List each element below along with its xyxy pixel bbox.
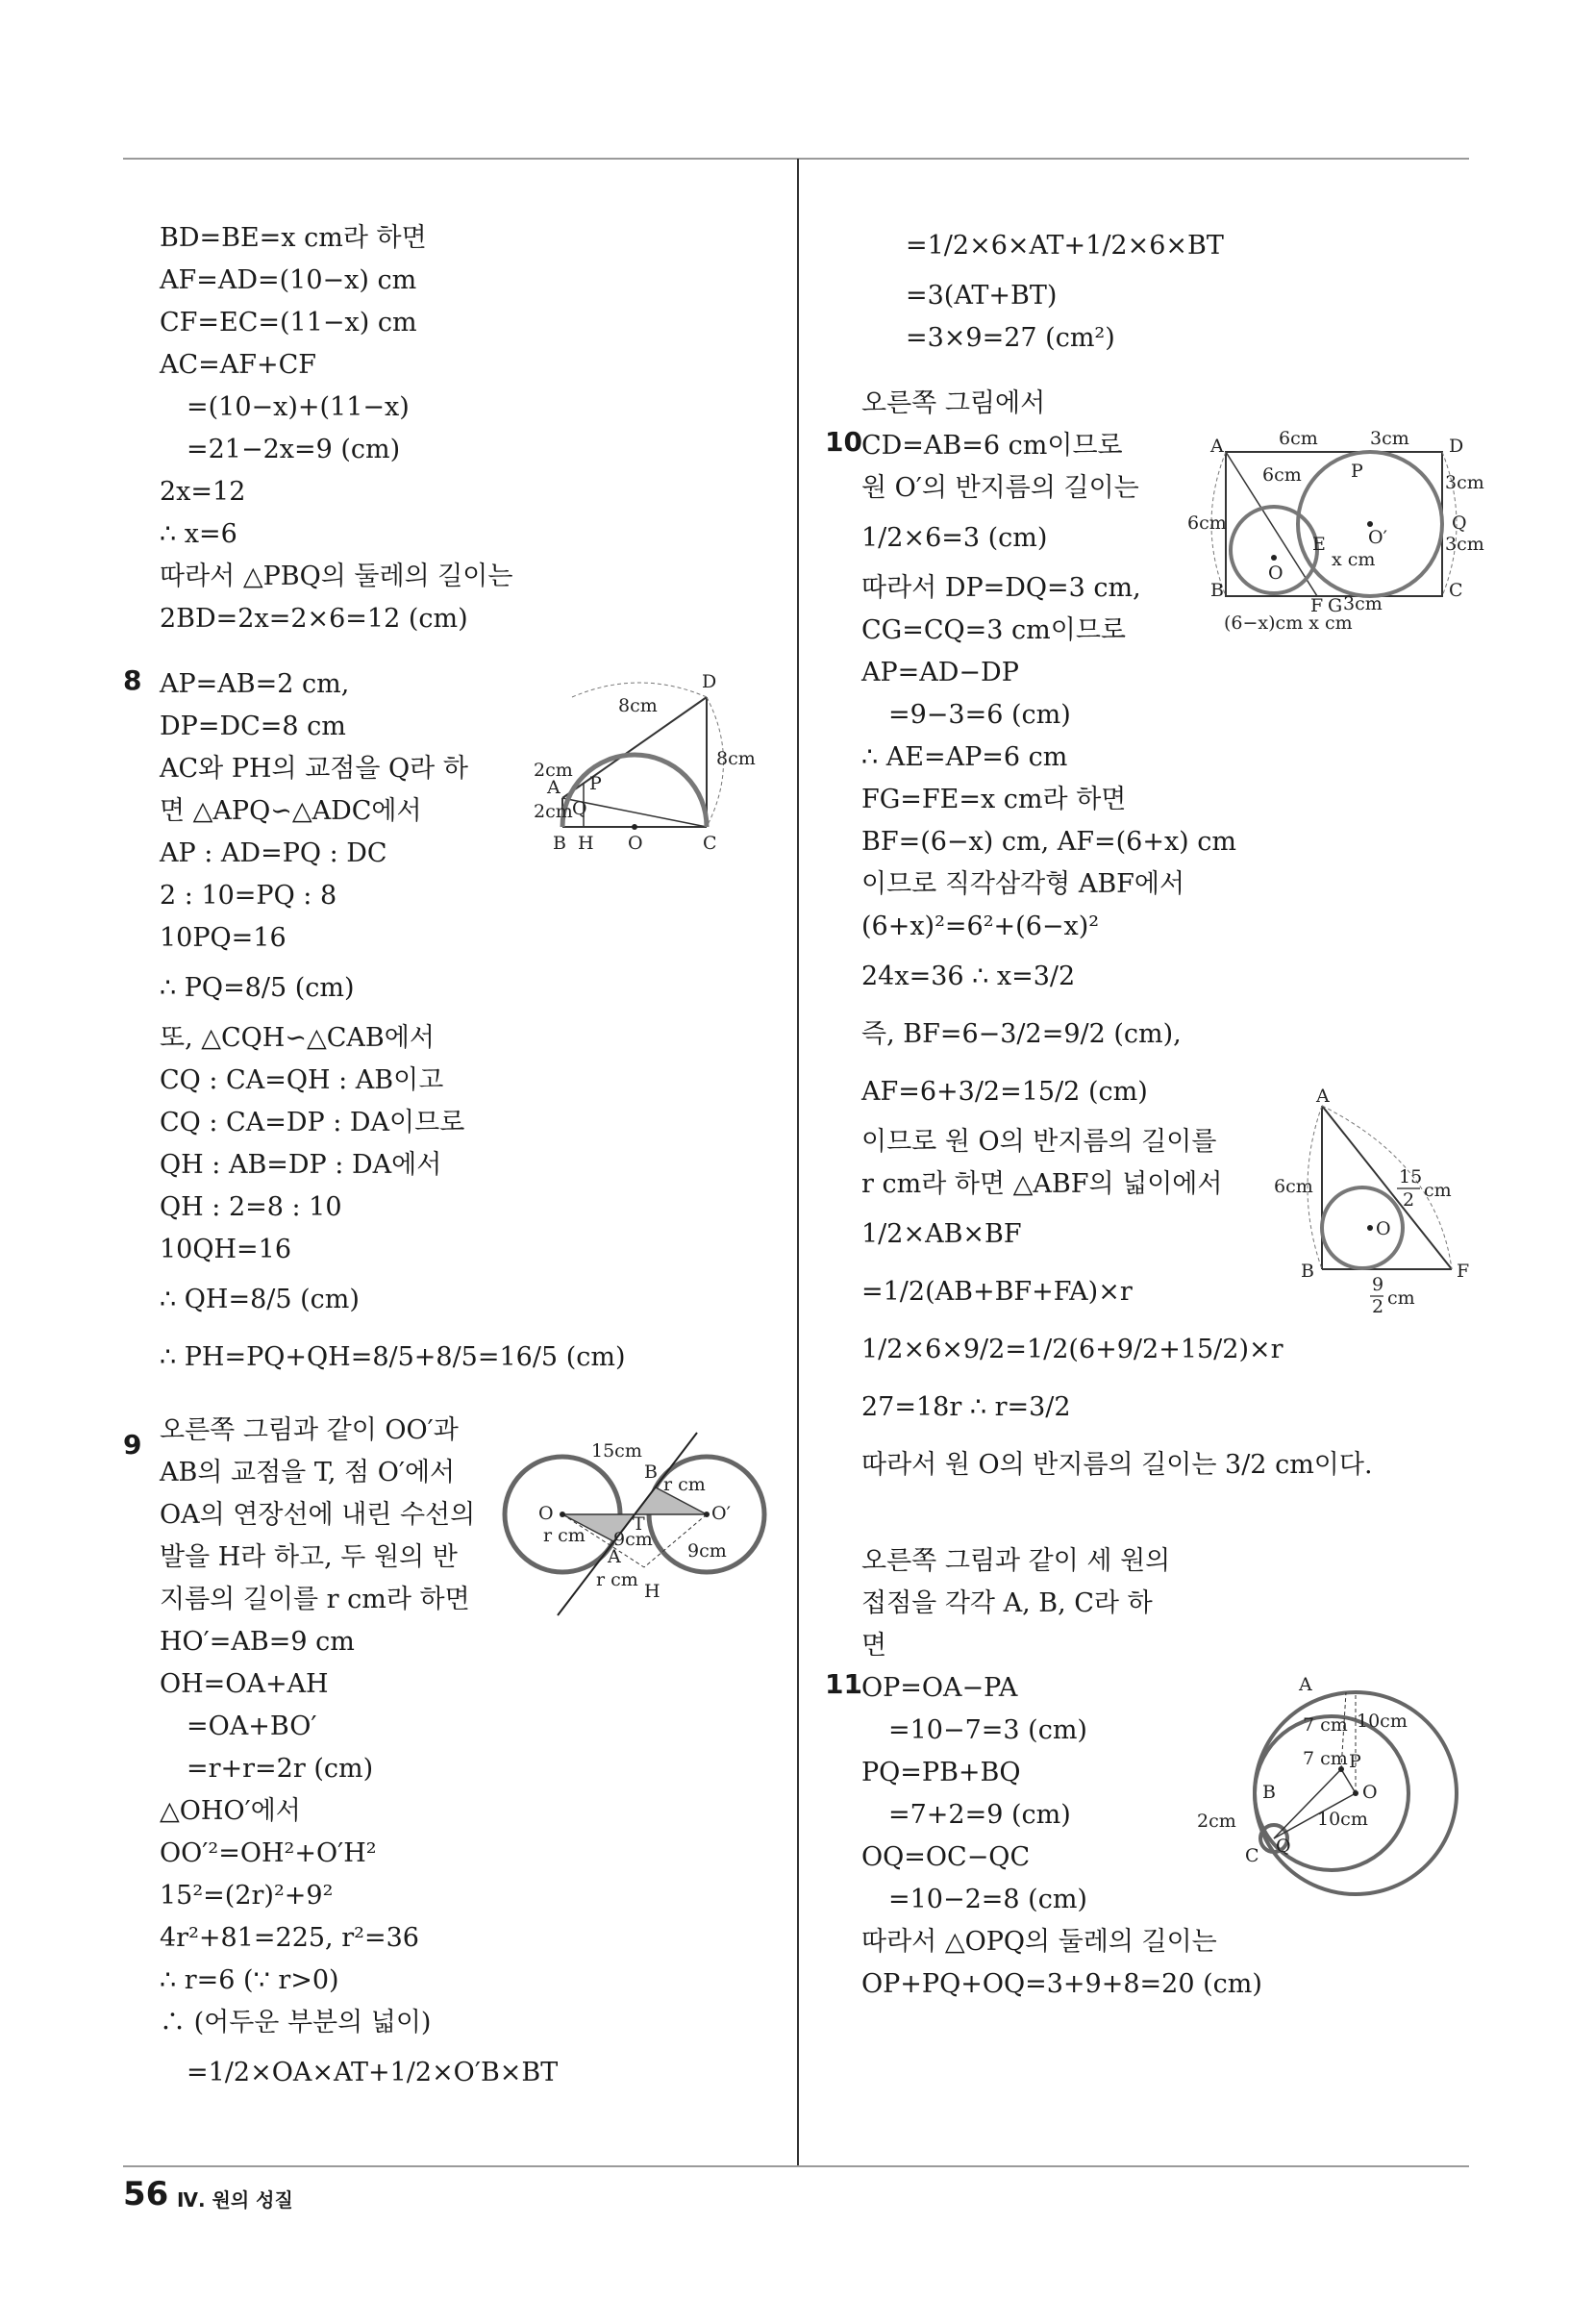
text-line: AF=6+3/2=15/2 (cm) xyxy=(861,1077,1148,1107)
text-line: HO′=AB=9 cm xyxy=(160,1627,355,1657)
fig9-label-rcm-top: r cm xyxy=(663,1474,706,1495)
fig10b-label-cm1: cm xyxy=(1424,1180,1452,1201)
fig11-label-B: B xyxy=(1262,1782,1276,1803)
text-line: 오른쪽 그림과 같이 세 원의 xyxy=(861,1546,1171,1576)
fig10a-label-3cm-right1: 3cm xyxy=(1445,472,1484,493)
text-line: r cm라 하면 △ABF의 넓이에서 xyxy=(861,1169,1223,1199)
text-line: ∴ AE=AP=6 cm xyxy=(861,742,1068,772)
text-line: =1/2×6×AT+1/2×6×BT xyxy=(906,231,1224,261)
fig8-label-C: C xyxy=(703,833,717,854)
fig10a-label-D: D xyxy=(1449,436,1464,457)
problem-number-11: 11 xyxy=(825,1668,862,1700)
fig11-label-10cm: 10cm xyxy=(1357,1711,1408,1732)
text-line: =OA+BO′ xyxy=(187,1712,317,1741)
text-line: 즉, BF=6−3/2=9/2 (cm), xyxy=(861,1019,1182,1049)
fig10a-label-Q: Q xyxy=(1452,512,1467,534)
fig10b-label-B: B xyxy=(1301,1261,1314,1282)
text-line: 24x=36 ∴ x=3/2 xyxy=(861,962,1076,991)
text-line: =3×9=27 (cm²) xyxy=(906,323,1115,353)
text-line: QH : AB=DP : DA에서 xyxy=(160,1150,442,1180)
figure-10a-diagram xyxy=(1187,423,1484,635)
fig11-label-7cm: 7 cm xyxy=(1303,1714,1348,1736)
fig10a-label-P: P xyxy=(1351,461,1363,482)
fig10a-label-O: O xyxy=(1268,562,1283,584)
text-line: 따라서 △PBQ의 둘레의 길이는 xyxy=(160,562,513,591)
fig9-label-T: T xyxy=(633,1513,645,1535)
text-line: 따라서 △OPQ의 둘레의 길이는 xyxy=(861,1927,1217,1957)
fig9-label-O: O xyxy=(538,1503,554,1524)
fig9-label-H: H xyxy=(644,1581,660,1602)
text-line: ∴ PQ=8/5 (cm) xyxy=(160,973,355,1003)
fig8-label-8cm-side: 8cm xyxy=(716,748,756,769)
text-line: 원 O′의 반지름의 길이는 xyxy=(861,473,1139,503)
fig8-label-D: D xyxy=(702,671,717,692)
fig10b-label-2a: 2 xyxy=(1403,1189,1415,1211)
text-line: 접점을 각각 A, B, C라 하 xyxy=(861,1588,1153,1618)
problem-number-10: 10 xyxy=(825,426,862,458)
text-line: PQ=PB+BQ xyxy=(861,1758,1021,1787)
text-line: 1/2×AB×BF xyxy=(861,1219,1022,1249)
text-line: OP=OA−PA xyxy=(861,1673,1018,1703)
text-line: =1/2(AB+BF+FA)×r xyxy=(861,1277,1133,1307)
text-line: △OHO′에서 xyxy=(160,1796,301,1826)
left-column xyxy=(160,217,775,2102)
section-title: Ⅳ. 원의 성질 xyxy=(177,2188,293,2212)
fig8-label-Q: Q xyxy=(572,798,587,819)
text-line: =r+r=2r (cm) xyxy=(187,1754,374,1784)
fig10a-label-E: E xyxy=(1312,534,1326,555)
text-line: 1/2×6=3 (cm) xyxy=(861,523,1048,553)
text-line: AP=AB=2 cm, xyxy=(160,669,350,699)
top-rule xyxy=(123,158,1469,160)
text-line: 따라서 원 O의 반지름의 길이는 3/2 cm이다. xyxy=(861,1450,1373,1480)
text-line: 면 △APQ∽△ADC에서 xyxy=(160,796,422,826)
text-line: 15²=(2r)²+9² xyxy=(160,1881,334,1911)
text-line: 이므로 직각삼각형 ABF에서 xyxy=(861,869,1185,899)
text-line: =3(AT+BT) xyxy=(906,281,1058,311)
fig10b-label-2b: 2 xyxy=(1372,1296,1384,1317)
text-line: AP : AD=PQ : DC xyxy=(160,838,387,868)
fig9-label-9cm-2: 9cm xyxy=(687,1540,727,1562)
problem-number-9: 9 xyxy=(123,1429,142,1461)
fig10b-label-15: 15 xyxy=(1399,1166,1423,1187)
fig11-label-O: O xyxy=(1362,1782,1378,1803)
fig8-label-O: O xyxy=(628,833,643,854)
fig8-label-2cm-2: 2cm xyxy=(534,801,573,822)
fig10a-label-A: A xyxy=(1210,436,1224,457)
text-line: BF=(6−x) cm, AF=(6+x) cm xyxy=(861,827,1237,857)
column-divider xyxy=(797,159,799,2166)
fig11-label-P: P xyxy=(1349,1751,1361,1772)
bottom-rule xyxy=(123,2165,1469,2167)
figure-8-diagram xyxy=(534,668,764,861)
fig10a-label-6cm-inner: 6cm xyxy=(1262,464,1302,486)
text-line: 2 : 10=PQ : 8 xyxy=(160,881,337,911)
text-line: QH : 2=8 : 10 xyxy=(160,1192,342,1222)
fig10a-label-3cm-right2: 3cm xyxy=(1445,534,1484,555)
text-line: 27=18r ∴ r=3/2 xyxy=(861,1392,1071,1422)
text-line: =9−3=6 (cm) xyxy=(888,700,1071,730)
fig10b-label-9: 9 xyxy=(1372,1274,1384,1295)
text-line: AB의 교점을 T, 점 O′에서 xyxy=(160,1458,456,1487)
text-line: CF=EC=(11−x) cm xyxy=(160,308,417,337)
fig9-label-A: A xyxy=(608,1546,621,1567)
fig11-label-7cm-2: 7 cm xyxy=(1303,1748,1348,1769)
text-line: 지름의 길이를 r cm라 하면 xyxy=(160,1585,470,1614)
text-line: AC와 PH의 교점을 Q라 하 xyxy=(160,754,468,784)
text-line: ∴ x=6 xyxy=(160,519,237,549)
fig11-label-2cm: 2cm xyxy=(1197,1811,1236,1832)
text-line: 2BD=2x=2×6=12 (cm) xyxy=(160,604,468,634)
text-line: =7+2=9 (cm) xyxy=(888,1800,1071,1830)
text-line: ∴ QH=8/5 (cm) xyxy=(160,1285,360,1314)
fig8-label-H: H xyxy=(578,833,594,854)
text-line: FG=FE=x cm라 하면 xyxy=(861,785,1127,814)
fig10a-label-C: C xyxy=(1449,580,1463,601)
fig10b-label-6cm: 6cm xyxy=(1274,1176,1313,1197)
text-line: ∴ (어두운 부분의 넓이) xyxy=(160,2008,432,2037)
text-line: ∴ PH=PQ+QH=8/5+8/5=16/5 (cm) xyxy=(160,1342,626,1372)
fig10a-label-O-prime: O′ xyxy=(1368,527,1387,548)
fig10a-label-3cm: 3cm xyxy=(1370,428,1409,449)
fig10a-label-xcm: x cm xyxy=(1332,549,1376,570)
text-line: AC=AF+CF xyxy=(160,350,317,380)
text-line: CD=AB=6 cm이므로 xyxy=(861,431,1123,461)
text-line: OQ=OC−QC xyxy=(861,1842,1031,1872)
fig9-label-rcm-left: r cm xyxy=(543,1525,586,1546)
page-number: 56 xyxy=(123,2175,169,2213)
fig10a-label-F: F xyxy=(1310,595,1324,616)
text-line: 발을 H라 하고, 두 원의 반 xyxy=(160,1542,458,1572)
fig10a-label-6cm-side: 6cm xyxy=(1187,512,1227,534)
text-line: OP+PQ+OQ=3+9+8=20 (cm) xyxy=(861,1969,1262,1999)
fig11-label-10cm-2: 10cm xyxy=(1317,1809,1368,1830)
fig10a-label-G: G xyxy=(1328,595,1343,616)
text-line: 오른쪽 그림에서 xyxy=(861,388,1046,418)
text-line: AF=AD=(10−x) cm xyxy=(160,265,417,295)
fig8-label-A: A xyxy=(547,777,561,798)
text-line: =(10−x)+(11−x) xyxy=(187,392,410,422)
fig10b-label-O: O xyxy=(1376,1218,1391,1239)
text-line: 또, △CQH∽△CAB에서 xyxy=(160,1023,435,1053)
fig10b-label-F: F xyxy=(1457,1261,1470,1282)
text-line: =10−2=8 (cm) xyxy=(888,1885,1087,1914)
text-line: OA의 연장선에 내린 수선의 xyxy=(160,1500,476,1530)
text-line: =21−2x=9 (cm) xyxy=(187,435,401,464)
fig10a-label-bottom: (6−x)cm x cm xyxy=(1224,612,1353,634)
figure-11-diagram xyxy=(1187,1673,1437,1913)
text-line: 10PQ=16 xyxy=(160,923,287,953)
figure-10b-diagram xyxy=(1274,1087,1476,1317)
fig8-label-2cm: 2cm xyxy=(534,760,573,781)
fig10a-label-6cm: 6cm xyxy=(1279,428,1318,449)
fig8-label-8cm: 8cm xyxy=(618,695,658,716)
fig10b-label-cm2: cm xyxy=(1387,1287,1415,1309)
fig11-label-Q: Q xyxy=(1276,1836,1291,1857)
fig9-label-15cm: 15cm xyxy=(591,1440,642,1462)
text-line: CQ : CA=DP : DA이므로 xyxy=(160,1108,465,1137)
fig10a-label-3cm-bottom: 3cm xyxy=(1343,593,1383,614)
problem-number-8: 8 xyxy=(123,664,142,696)
text-line: 면 xyxy=(861,1631,887,1661)
text-line: 10QH=16 xyxy=(160,1235,292,1264)
text-line: 오른쪽 그림과 같이 OO′과 xyxy=(160,1415,459,1445)
text-line: DP=DC=8 cm xyxy=(160,712,346,741)
text-line: CG=CQ=3 cm이므로 xyxy=(861,615,1126,645)
fig10a-label-B: B xyxy=(1210,580,1224,601)
fig8-label-P: P xyxy=(589,773,602,794)
text-line: =10−7=3 (cm) xyxy=(888,1715,1087,1745)
fig11-label-A: A xyxy=(1299,1674,1312,1695)
fig9-label-rcm-bottom: r cm xyxy=(596,1569,638,1590)
text-line: ∴ r=6 (∵ r>0) xyxy=(160,1965,339,1995)
fig10b-label-A: A xyxy=(1316,1086,1330,1107)
fig8-label-B: B xyxy=(553,833,566,854)
text-line: CQ : CA=QH : AB이고 xyxy=(160,1065,444,1095)
text-line: (6+x)²=6²+(6−x)² xyxy=(861,912,1100,941)
text-line: 4r²+81=225, r²=36 xyxy=(160,1923,419,1953)
fig9-label-9cm: 9cm xyxy=(613,1529,653,1550)
text-line: 2x=12 xyxy=(160,477,246,507)
text-line: BD=BE=x cm라 하면 xyxy=(160,223,427,253)
text-line: OH=OA+AH xyxy=(160,1669,329,1699)
text-line: AP=AD−DP xyxy=(861,658,1019,687)
figure-9-diagram xyxy=(500,1428,769,1620)
fig9-label-O-prime: O′ xyxy=(711,1503,731,1524)
fig9-label-B: B xyxy=(644,1462,658,1483)
fig11-label-C: C xyxy=(1245,1845,1259,1866)
text-line: OO′²=OH²+O′H² xyxy=(160,1838,377,1868)
text-line: 1/2×6×9/2=1/2(6+9/2+15/2)×r xyxy=(861,1335,1283,1364)
text-line: 이므로 원 O의 반지름의 길이를 xyxy=(861,1127,1217,1157)
text-line: 따라서 DP=DQ=3 cm, xyxy=(861,573,1141,603)
text-line: =1/2×OA×AT+1/2×O′B×BT xyxy=(187,2058,559,2087)
